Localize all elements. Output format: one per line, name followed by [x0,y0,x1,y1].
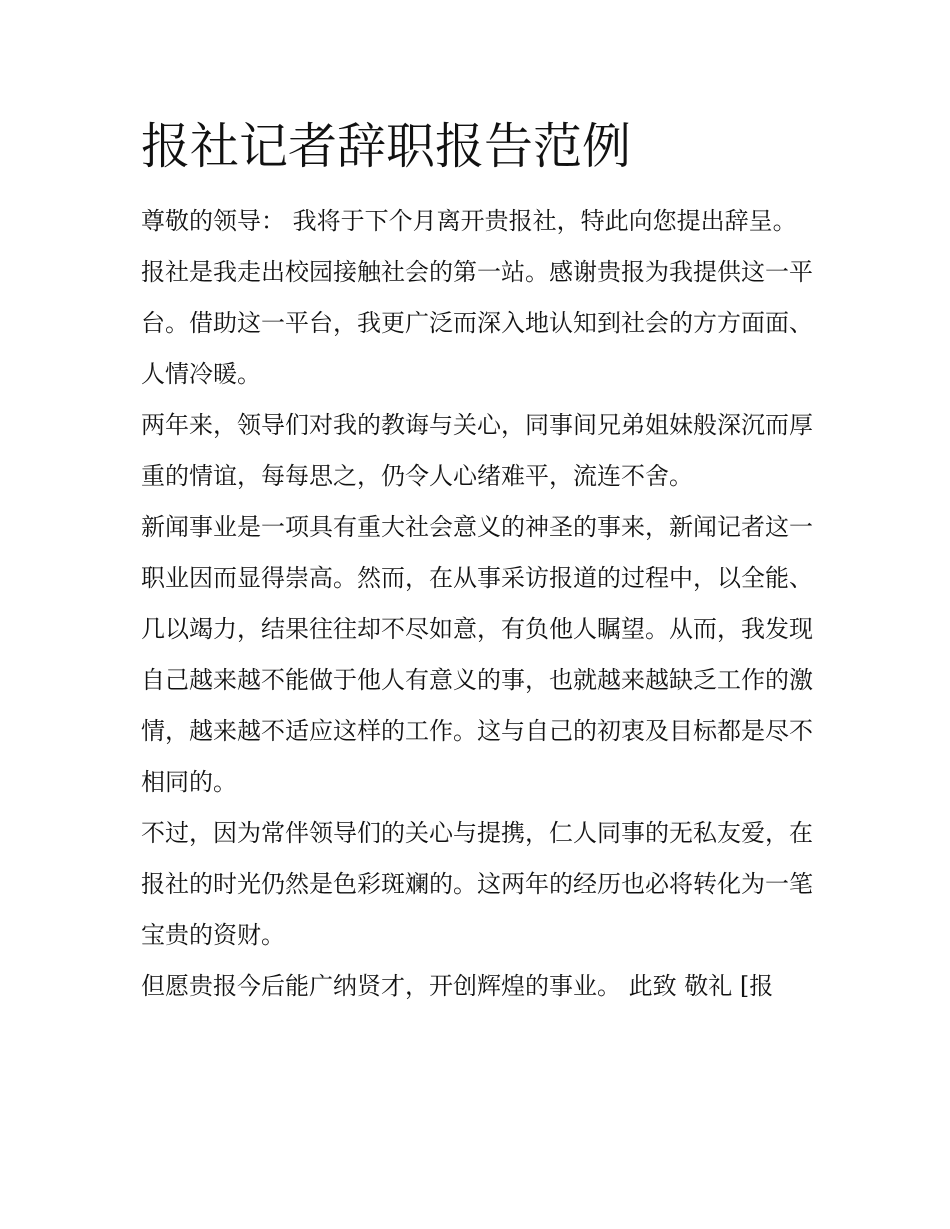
paragraph-memories: 不过，因为常伴领导们的关心与提携，仁人同事的无私友爱，在报社的时光仍然是色彩斑斓的。这两年的经历也必将转化为一笔宝贵的资财。 [141,819,813,949]
paragraph-gratitude: 报社是我走出校园接触社会的第一站。感谢贵报为我提供这一平台。借助这一平台，我更广泛而深入地认知到社会的方方面面、人情冷暖。 [141,258,813,388]
paragraph-reason: 新闻事业是一项具有重大社会意义的神圣的事来，新闻记者这一职业因而显得崇高。然而，在从事采访报道的过程中，以全能、几以竭力，结果往往却不尽如意，有负他人瞩望。从而，我发现自己越来越不能做于他人有意义的事，也就越来越缺乏工作的激情，越来越不适应这样的工作。这与自己的初衷及目标都是尽不相同的。 [141,513,813,796]
paragraph-closing: 但愿贵报今后能广纳贤才，开创辉煌的事业。 此致 敬礼 [报 [141,972,774,1000]
paragraph-two-years: 两年来，领导们对我的教诲与关心，同事间兄弟姐妹般深沉而厚重的情谊，每每思之，仍令人心绪难平，流连不舍。 [141,411,813,490]
document-title: 报社记者辞职报告范例 [141,118,632,175]
document-body [141,196,813,1012]
paragraph-salutation: 尊敬的领导： 我将于下个月离开贵报社，特此向您提出辞呈。 [141,207,797,235]
